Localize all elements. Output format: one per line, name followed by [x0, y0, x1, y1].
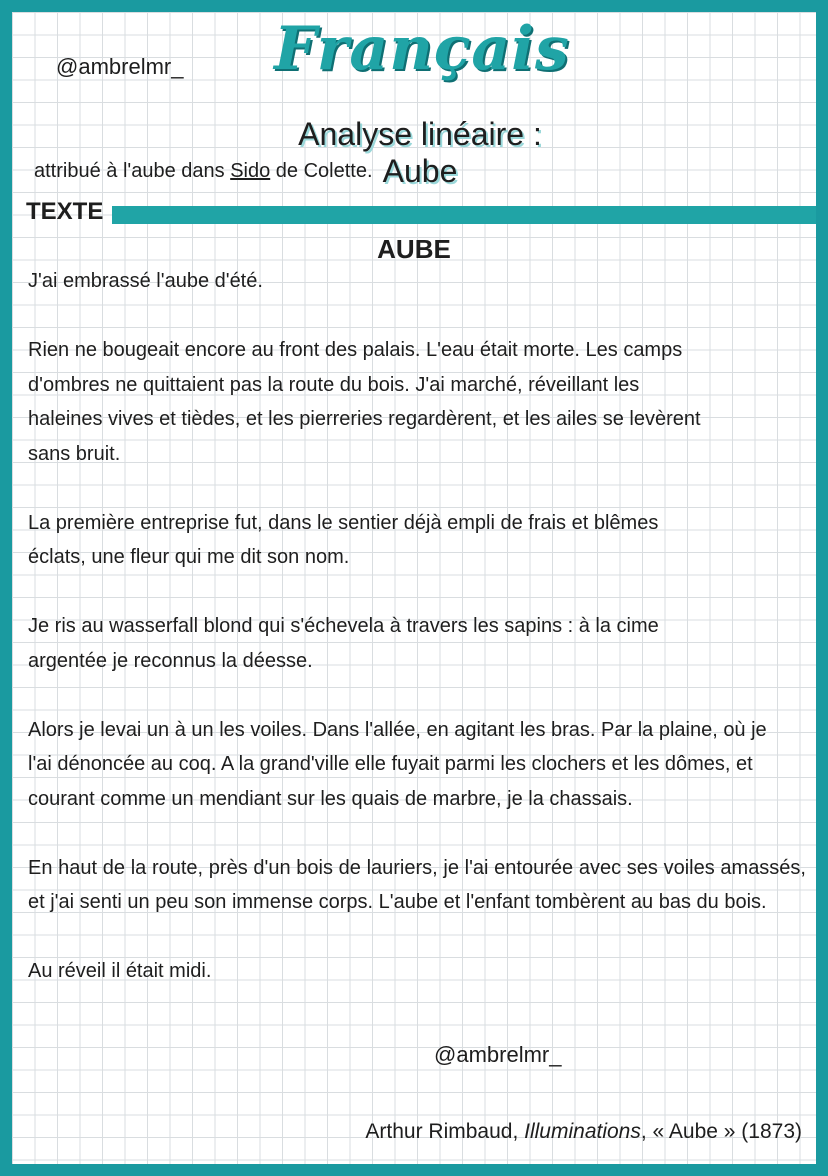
poem-paragraph: La première entreprise fut, dans le sentier déjà empli de frais et blêmes éclats, une fleur qui me dit son nom. — [28, 511, 659, 568]
intro-suffix: de Colette. — [270, 160, 373, 182]
poem-paragraph: Je ris au wasserfall blond qui s'échevela à travers les sapins : à la cime argentée je reconnus la déesse. — [28, 615, 659, 672]
page-title: Français — [274, 14, 570, 84]
poem-paragraph: En haut de la route, près d'un bois de lauriers, je l'ai entourée avec ses voiles amassés, et j'ai senti un peu son immense corps. L'aube et l'enfant tombèrent au bas du bois. — [28, 856, 806, 913]
author-handle-top: @ambrelmr_ — [56, 54, 184, 79]
section-label-texte: TEXTE — [26, 198, 104, 225]
poem-body — [28, 264, 806, 1023]
author-handle-bottom: @ambrelmr_ — [434, 1042, 562, 1067]
intro-line — [34, 160, 373, 183]
page-subtitle: Analyse linéaire : Aube — [298, 116, 542, 189]
intro-work-title: Sido — [230, 160, 271, 182]
credit-collection: Illuminations — [524, 1120, 641, 1143]
section-divider-bar — [112, 206, 816, 224]
poem-title: AUBE — [377, 234, 451, 264]
page — [12, 12, 816, 1164]
intro-prefix: attribué à l'aube dans — [34, 160, 231, 182]
credit-rest: , « Aube » (1873) — [640, 1120, 802, 1143]
poem-paragraph: Rien ne bougeait encore au front des palais. L'eau était morte. Les camps d'ombres ne quittaient pas la route du bois. J'ai marché, réveillant les haleines vives et tièdes, et les pierreries regardèrent, et les ailes se levèrent sans bruit. — [28, 339, 701, 465]
credit-author: Arthur Rimbaud, — [365, 1120, 525, 1143]
poem-paragraph: Alors je levai un à un les voiles. Dans l'allée, en agitant les bras. Par la plaine, où je l'ai dénoncée au coq. A la grand'ville elle fuyait parmi les clochers et les dômes, et courant comme un mendiant sur les quais de marbre, je la chassais. — [28, 718, 767, 810]
poem-paragraph: J'ai embrassé l'aube d'été. — [28, 270, 263, 292]
poem-paragraph: Au réveil il était midi. — [28, 960, 212, 982]
poem-credit — [365, 1120, 802, 1144]
